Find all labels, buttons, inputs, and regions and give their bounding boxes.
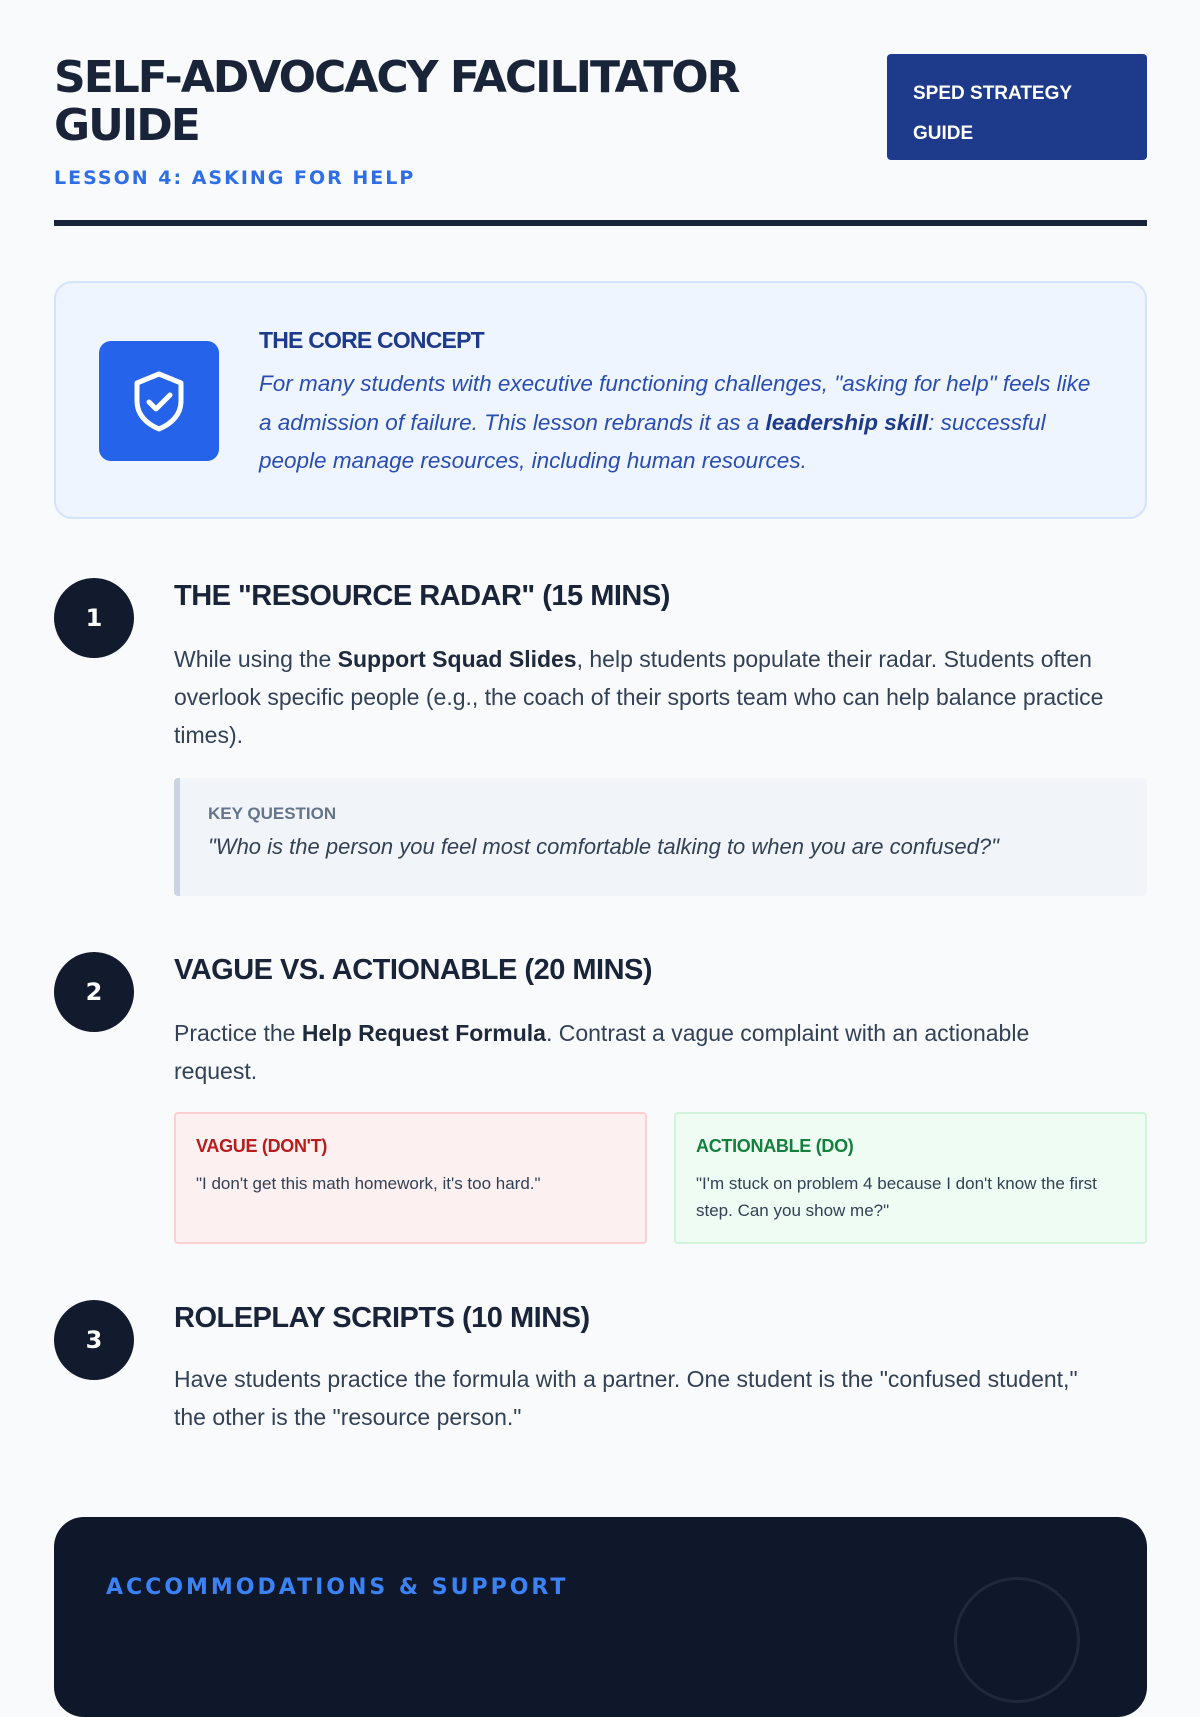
badge-line-2: GUIDE bbox=[913, 123, 974, 144]
decorative-circle bbox=[954, 1577, 1080, 1703]
step-description-emphasis: Help Request Formula bbox=[301, 1020, 546, 1046]
step-description bbox=[174, 1014, 1104, 1090]
core-concept-emphasis: leadership skill bbox=[765, 409, 929, 435]
page-header bbox=[54, 0, 1147, 226]
key-question-box bbox=[174, 778, 1147, 896]
core-concept-text-end: : successful people manage resources, including human resources. bbox=[259, 409, 1046, 473]
key-question-text: "Who is the person you feel most comfortable talking to when you are confused?" bbox=[208, 834, 999, 859]
core-concept-callout bbox=[54, 281, 1147, 519]
actionable-example-card bbox=[674, 1112, 1147, 1244]
step-number-badge: 2 bbox=[54, 952, 134, 1032]
vague-example-label: VAGUE (DON'T) bbox=[196, 1136, 328, 1156]
shield-check-icon-graphic bbox=[129, 369, 189, 433]
vague-example-text: "I don't get this math homework, it's too hard." bbox=[196, 1174, 541, 1193]
page-title: SELF-ADVOCACY FACILITATOR GUIDE bbox=[54, 52, 739, 151]
actionable-example-text: "I'm stuck on problem 4 because I don't know the first step. Can you show me?" bbox=[696, 1174, 1097, 1220]
step-description-part: While using the bbox=[174, 646, 338, 672]
step-title: ROLEPLAY SCRIPTS (10 MINS) bbox=[174, 1302, 590, 1334]
core-concept-heading: THE CORE CONCEPT bbox=[259, 327, 484, 353]
step-description-part: Practice the bbox=[174, 1020, 302, 1046]
step-description-emphasis: Support Squad Slides bbox=[337, 646, 577, 672]
lesson-subtitle: LESSON 4: ASKING FOR HELP bbox=[54, 167, 416, 189]
step-number-badge: 3 bbox=[54, 1300, 134, 1380]
badge-line-1: SPED STRATEGY bbox=[913, 83, 1073, 104]
accommodations-panel bbox=[54, 1517, 1147, 1717]
actionable-example-label: ACTIONABLE (DO) bbox=[696, 1136, 854, 1156]
shield-check-icon bbox=[99, 341, 219, 461]
strategy-guide-badge bbox=[887, 54, 1147, 160]
vague-example-card bbox=[174, 1112, 647, 1244]
step-description-end: , help students populate their radar. Students often overlook specific people (e.g., the coach of their sports team who can help balance practice times). bbox=[174, 646, 1104, 748]
header-divider bbox=[54, 220, 1147, 226]
facilitator-guide-page bbox=[54, 0, 1147, 1600]
step-description bbox=[174, 640, 1104, 754]
core-concept-text-part: For many students with executive functioning challenges, "asking for help" feels like a admission of failure. This lesson rebrands it as a bbox=[259, 371, 1091, 435]
step-number-badge: 1 bbox=[54, 578, 134, 658]
key-question-label: KEY QUESTION bbox=[208, 804, 337, 823]
accommodations-heading: ACCOMMODATIONS & SUPPORT bbox=[106, 1575, 569, 1600]
core-concept-text bbox=[259, 365, 1109, 481]
step-description-end: . Contrast a vague complaint with an actionable request. bbox=[174, 1020, 1030, 1084]
step-title: THE "RESOURCE RADAR" (15 MINS) bbox=[174, 580, 670, 612]
step-description: Have students practice the formula with a partner. One student is the "confused student," the other is the "resource person." bbox=[174, 1366, 1078, 1430]
step-title: VAGUE VS. ACTIONABLE (20 MINS) bbox=[174, 954, 653, 986]
